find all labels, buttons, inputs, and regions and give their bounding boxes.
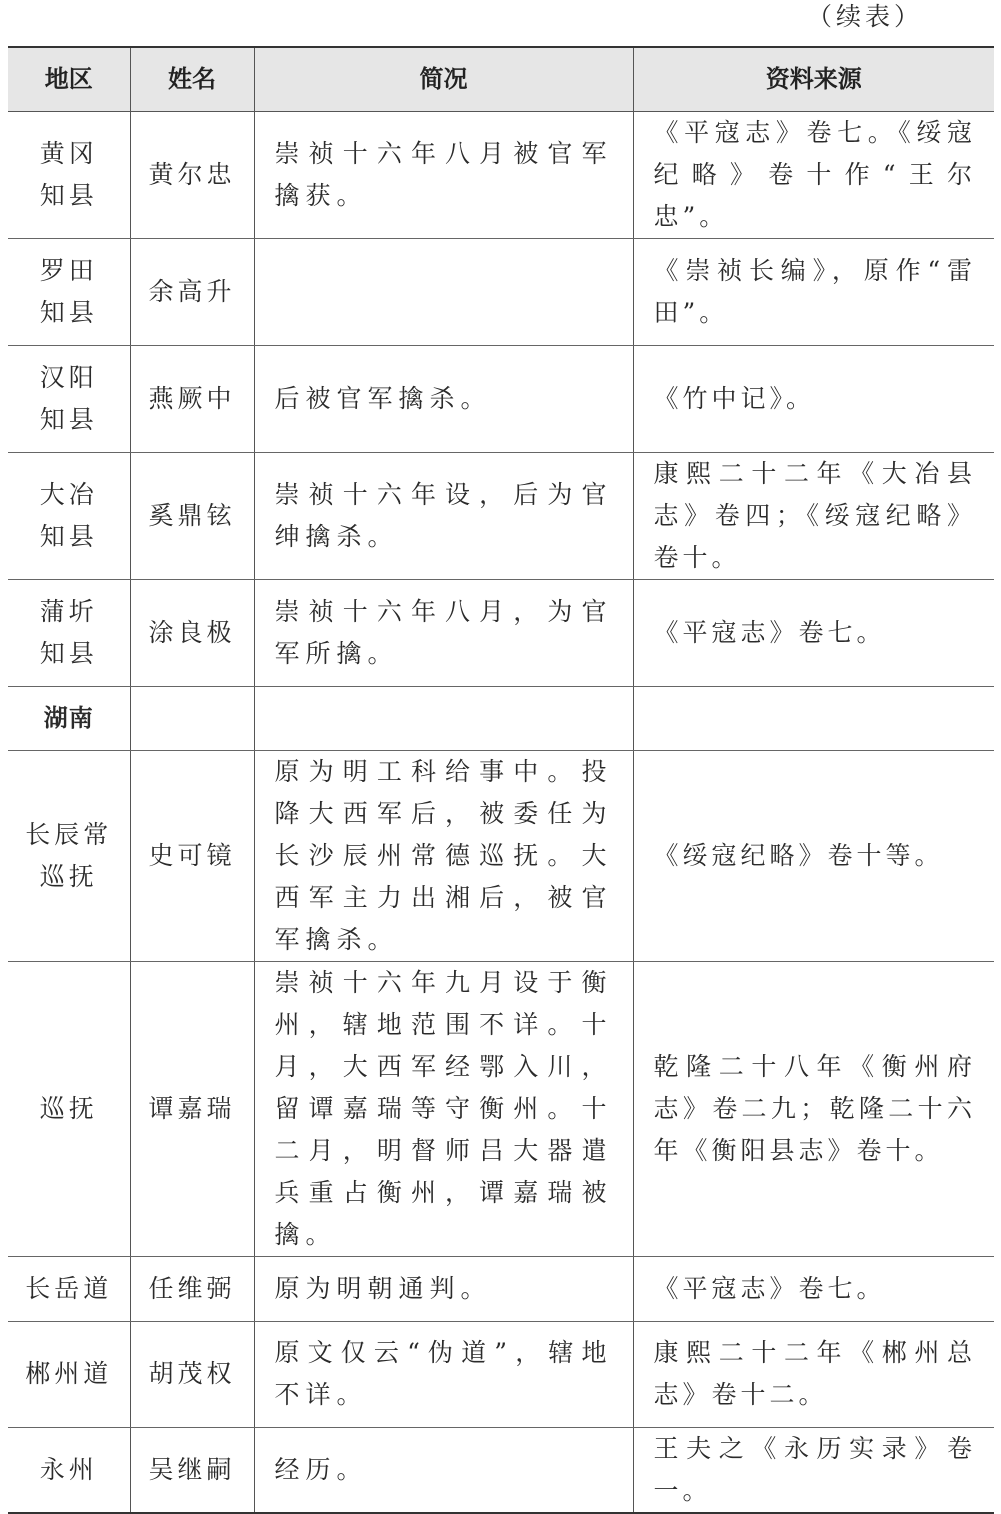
summary-cell: 崇祯十六年八月被官军擒获。 xyxy=(254,111,633,238)
section-row xyxy=(8,686,994,750)
source-cell: 《崇祯长编》，原作“雷田”。 xyxy=(633,238,994,345)
header-name: 姓名 xyxy=(130,47,254,111)
summary-cell: 原为明朝通判。 xyxy=(254,1256,633,1321)
table-row xyxy=(8,238,994,345)
region-cell xyxy=(8,345,130,452)
section-heading: 湖南 xyxy=(8,686,130,750)
table-row xyxy=(8,961,994,1256)
name-cell: 谭嘉瑞 xyxy=(130,961,254,1256)
table-row xyxy=(8,750,994,961)
table-row xyxy=(8,345,994,452)
name-cell: 奚鼎铉 xyxy=(130,452,254,579)
table-row xyxy=(8,1321,994,1427)
name-cell: 涂良极 xyxy=(130,579,254,686)
table-row xyxy=(8,452,994,579)
name-cell: 吴继嗣 xyxy=(130,1427,254,1513)
continued-label: （续表） xyxy=(806,2,923,31)
summary-cell: 后被官军擒杀。 xyxy=(254,345,633,452)
region-cell xyxy=(8,579,130,686)
empty-cell xyxy=(633,686,994,750)
table-row xyxy=(8,1427,994,1513)
header-row xyxy=(8,47,994,111)
summary-cell: 崇祯十六年设，后为官绅擒杀。 xyxy=(254,452,633,579)
header-region: 地区 xyxy=(8,47,130,111)
region-text: 汉阳 知县 xyxy=(39,362,98,434)
region-text: 永州 xyxy=(39,1454,98,1484)
summary-cell: 经历。 xyxy=(254,1427,633,1513)
summary-cell: 崇祯十六年九月设于衡州，辖地范围不详。十月，大西军经鄂入川，留谭嘉瑞等守衡州。十二月，明督师吕大器遣兵重占衡州，谭嘉瑞被擒。 xyxy=(254,961,633,1256)
source-cell: 王夫之《永历实录》卷一。 xyxy=(633,1427,994,1513)
region-cell xyxy=(8,750,130,961)
source-cell: 康熙二十二年《郴州总志》卷十二。 xyxy=(633,1321,994,1427)
source-cell: 《平寇志》卷七。 xyxy=(633,579,994,686)
region-text: 罗田 知县 xyxy=(39,255,98,327)
region-cell xyxy=(8,1427,130,1513)
region-text: 蒲圻 知县 xyxy=(39,596,98,668)
region-text: 郴州道 xyxy=(25,1359,113,1388)
source-cell: 康熙二十二年《大冶县志》卷四；《绥寇纪略》卷十。 xyxy=(633,452,994,579)
source-cell: 乾隆二十八年《衡州府志》卷二九；乾隆二十六年《衡阳县志》卷十。 xyxy=(633,961,994,1256)
name-cell: 史可镜 xyxy=(130,750,254,961)
name-cell: 余高升 xyxy=(130,238,254,345)
source-cell: 《平寇志》卷七。 xyxy=(633,1256,994,1321)
region-cell xyxy=(8,111,130,238)
region-text: 巡抚 xyxy=(39,1093,98,1123)
summary-cell xyxy=(254,238,633,345)
source-cell: 《竹中记》。 xyxy=(633,345,994,452)
region-text: 黄冈 知县 xyxy=(39,138,98,210)
empty-cell xyxy=(254,686,633,750)
name-cell: 胡茂权 xyxy=(130,1321,254,1427)
region-text: 大冶 知县 xyxy=(39,479,98,551)
source-cell: 《平寇志》卷七。《绥寇纪略》卷十作“王尔忠”。 xyxy=(633,111,994,238)
header-source: 资料来源 xyxy=(633,47,994,111)
name-cell: 燕厥中 xyxy=(130,345,254,452)
name-cell: 任维弼 xyxy=(130,1256,254,1321)
region-cell xyxy=(8,452,130,579)
empty-cell xyxy=(130,686,254,750)
region-cell xyxy=(8,1321,130,1427)
region-cell xyxy=(8,238,130,345)
region-text: 长岳道 xyxy=(25,1273,113,1303)
table-row xyxy=(8,111,994,238)
table-row xyxy=(8,579,994,686)
header-summary: 简况 xyxy=(254,47,633,111)
name-cell: 黄尔忠 xyxy=(130,111,254,238)
table-row xyxy=(8,1256,994,1321)
officials-table xyxy=(8,46,994,1514)
summary-cell: 原为明工科给事中。投降大西军后，被委任为长沙辰州常德巡抚。大西军主力出湘后，被官军擒杀。 xyxy=(254,750,633,961)
summary-cell: 崇祯十六年八月，为官军所擒。 xyxy=(254,579,633,686)
region-text: 长辰常 巡抚 xyxy=(25,819,113,891)
source-cell: 《绥寇纪略》卷十等。 xyxy=(633,750,994,961)
region-cell xyxy=(8,961,130,1256)
region-cell xyxy=(8,1256,130,1321)
summary-cell: 原文仅云“伪道”，辖地不详。 xyxy=(254,1321,633,1427)
